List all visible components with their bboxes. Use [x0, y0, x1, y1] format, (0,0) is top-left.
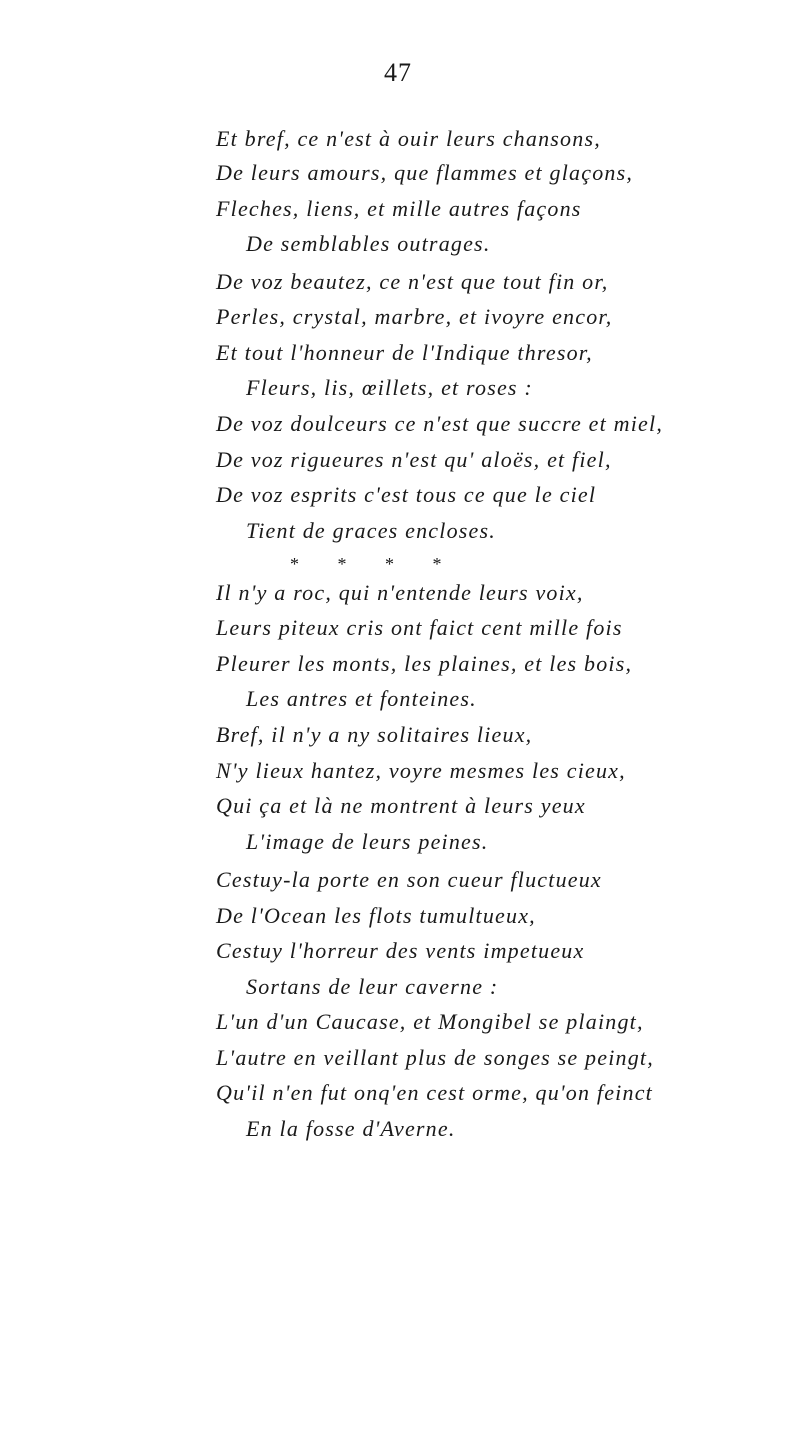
poem-line: De leurs amours, que flammes et glaçons,: [216, 160, 634, 185]
poem-line: Et bref, ce n'est à ouir leurs chansons,: [216, 126, 601, 151]
poem-line: Cestuy-la porte en son cueur fluctueux: [216, 867, 602, 892]
poem-line: Il n'y a roc, qui n'entende leurs voix,: [216, 580, 584, 605]
poem-line: De semblables outrages.: [246, 231, 491, 256]
poem-line: En la fosse d'Averne.: [246, 1116, 456, 1141]
poem-line: Et tout l'honneur de l'Indique thresor,: [216, 340, 593, 365]
poem-line: L'autre en veillant plus de songes se peingt,: [216, 1045, 654, 1070]
poem-line: Tient de graces encloses.: [246, 518, 496, 543]
poem-line: Qui ça et là ne montrent à leurs yeux: [216, 793, 586, 818]
poem-line: Bref, il n'y a ny solitaires lieux,: [216, 722, 533, 747]
stanza-separator: * * * *: [290, 554, 442, 574]
page-number: 47: [384, 58, 412, 87]
poem-line: Qu'il n'en fut onq'en cest orme, qu'on feinct: [216, 1080, 653, 1105]
poem-line: Fleches, liens, et mille autres façons: [216, 196, 582, 221]
poem-line: Sortans de leur caverne :: [246, 974, 499, 999]
poem-line: Pleurer les monts, les plaines, et les bois,: [216, 651, 633, 676]
poem-line: Perles, crystal, marbre, et ivoyre encor,: [216, 304, 613, 329]
poem-line: De l'Ocean les flots tumultueux,: [216, 903, 536, 928]
poem-line: Leurs piteux cris ont faict cent mille fois: [216, 615, 623, 640]
poem-line: De voz beautez, ce n'est que tout fin or,: [216, 269, 609, 294]
poem-line: De voz esprits c'est tous ce que le ciel: [216, 482, 597, 507]
poem-line: L'image de leurs peines.: [246, 829, 489, 854]
poem-line: Les antres et fonteines.: [246, 686, 477, 711]
poem-line: De voz rigueures n'est qu' aloës, et fiel,: [216, 447, 612, 472]
poem-line: Fleurs, lis, œillets, et roses :: [246, 375, 533, 400]
poem-line: De voz doulceurs ce n'est que succre et miel,: [216, 411, 664, 436]
poem-line: N'y lieux hantez, voyre mesmes les cieux,: [216, 758, 626, 783]
poem-line: L'un d'un Caucase, et Mongibel se plaingt,: [216, 1009, 644, 1034]
poem-line: Cestuy l'horreur des vents impetueux: [216, 938, 585, 963]
